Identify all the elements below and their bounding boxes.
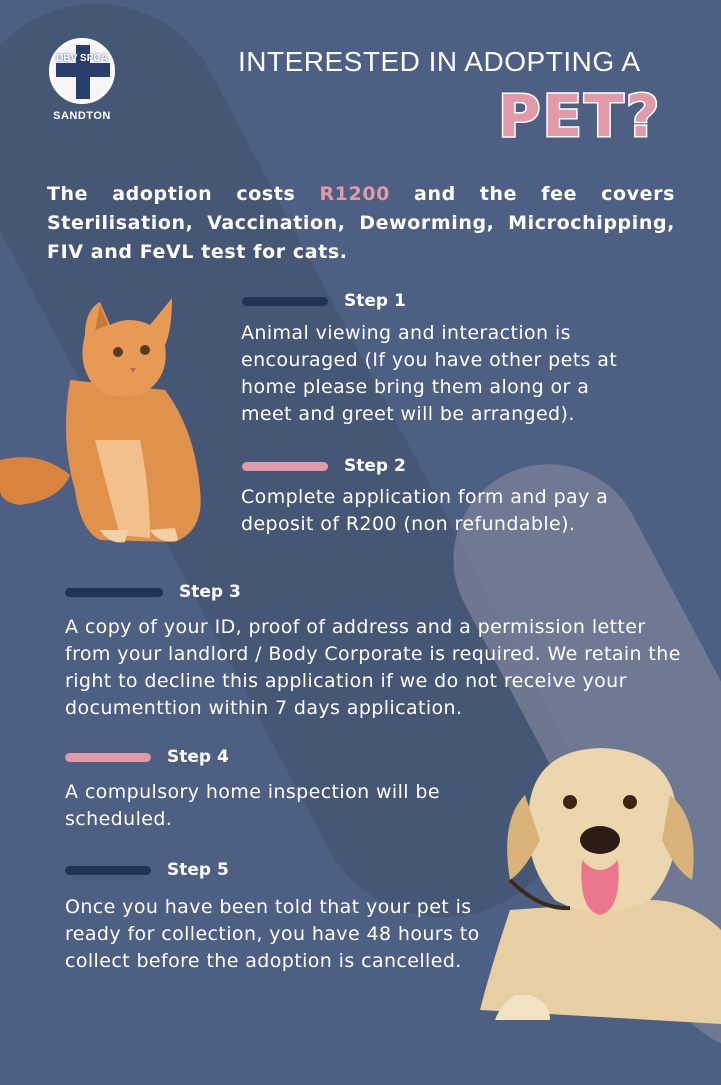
dog-image (470, 740, 721, 1024)
logo-badge-text: DBV SPCA (56, 53, 108, 64)
step-5-label: Step 5 (167, 860, 229, 880)
intro-paragraph (47, 180, 675, 267)
spca-logo (46, 38, 118, 122)
logo-location: SANDTON (53, 110, 111, 122)
step-3-text: A copy of your ID, proof of address and a permission letter from your landlord / Body Corporate is required. We retain the right to decline this application if we do not receive your documenttion within 7 days application. (65, 616, 681, 719)
adoption-fee: R1200 (319, 183, 390, 205)
step-4-text: A compulsory home inspection will be scheduled. (65, 781, 440, 830)
step-4-header (65, 747, 229, 767)
intro-text-end: and the fee covers Sterilisation, Vaccination, Deworming, Microchipping, FIV and FeVL test for cats. (47, 183, 675, 263)
step-3-bar (65, 588, 163, 597)
step-5-text: Once you have been told that your pet is ready for collection, you have 48 hours to collect before the adoption is cancelled. (65, 896, 480, 972)
step-3-label: Step 3 (179, 582, 241, 602)
cross-icon-bar (56, 63, 110, 77)
step-2-header (242, 456, 406, 476)
step-2-text: Complete application form and pay a deposit of R200 (non refundable). (241, 486, 609, 535)
page-title: INTERESTED IN ADOPTING A (238, 46, 641, 77)
cat-image (0, 290, 215, 555)
step-5-bar (65, 866, 151, 875)
step-5-header (65, 860, 229, 880)
step-1-label: Step 1 (344, 291, 406, 311)
intro-text-start: The adoption costs (47, 183, 320, 205)
step-3-header (65, 582, 241, 602)
step-4-label: Step 4 (167, 747, 229, 767)
step-2-label: Step 2 (344, 456, 406, 476)
page-title-emphasis: PET? (498, 82, 662, 150)
step-1-text: Animal viewing and interaction is encouraged (If you have other pets at home please bring them along or a meet and greet will be arranged). (241, 322, 618, 425)
step-2-bar (242, 462, 328, 471)
step-1-bar (242, 297, 328, 306)
step-4-bar (65, 753, 151, 762)
step-1-header (242, 291, 406, 311)
logo-badge (49, 38, 115, 104)
